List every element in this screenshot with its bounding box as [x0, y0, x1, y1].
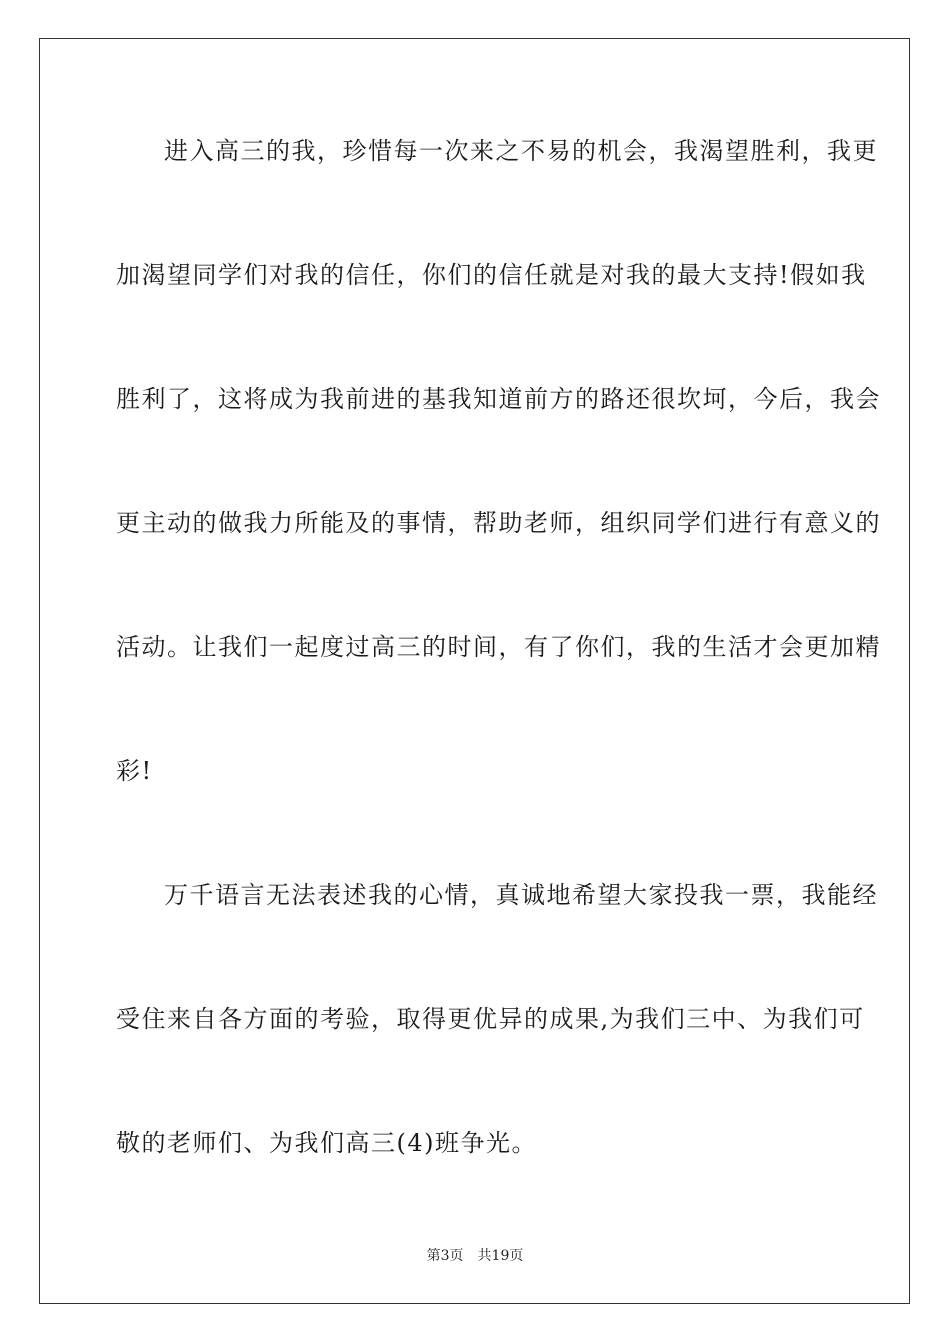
page-border [39, 38, 910, 1304]
paragraph-1-line-1: 进入高三的我，珍惜每一次来之不易的机会，我渴望胜利，我更 [164, 137, 878, 165]
page-footer [0, 1247, 950, 1265]
page-total: 共19页 [477, 1248, 524, 1264]
paragraph-2-line-3: 敬的老师们、为我们高三(4)班争光。 [116, 1129, 537, 1157]
paragraph-1-line-6: 彩! [116, 757, 153, 785]
paragraph-2-line-1: 万千语言无法表述我的心情，真诚地希望大家投我一票，我能经 [164, 881, 878, 909]
page-number: 第3页 [426, 1248, 464, 1264]
paragraph-2-line-2: 受住来自各方面的考验，取得更优异的成果,为我们三中、为我们可 [116, 1005, 865, 1033]
paragraph-1-line-5: 活动。让我们一起度过高三的时间，有了你们，我的生活才会更加精 [116, 633, 881, 661]
paragraph-1-line-4: 更主动的做我力所能及的事情，帮助老师，组织同学们进行有意义的 [116, 509, 881, 537]
paragraph-1-line-3: 胜利了，这将成为我前进的基我知道前方的路还很坎坷，今后，我会 [116, 385, 881, 413]
paragraph-1-line-2: 加渴望同学们对我的信任，你们的信任就是对我的最大支持!假如我 [116, 261, 867, 289]
